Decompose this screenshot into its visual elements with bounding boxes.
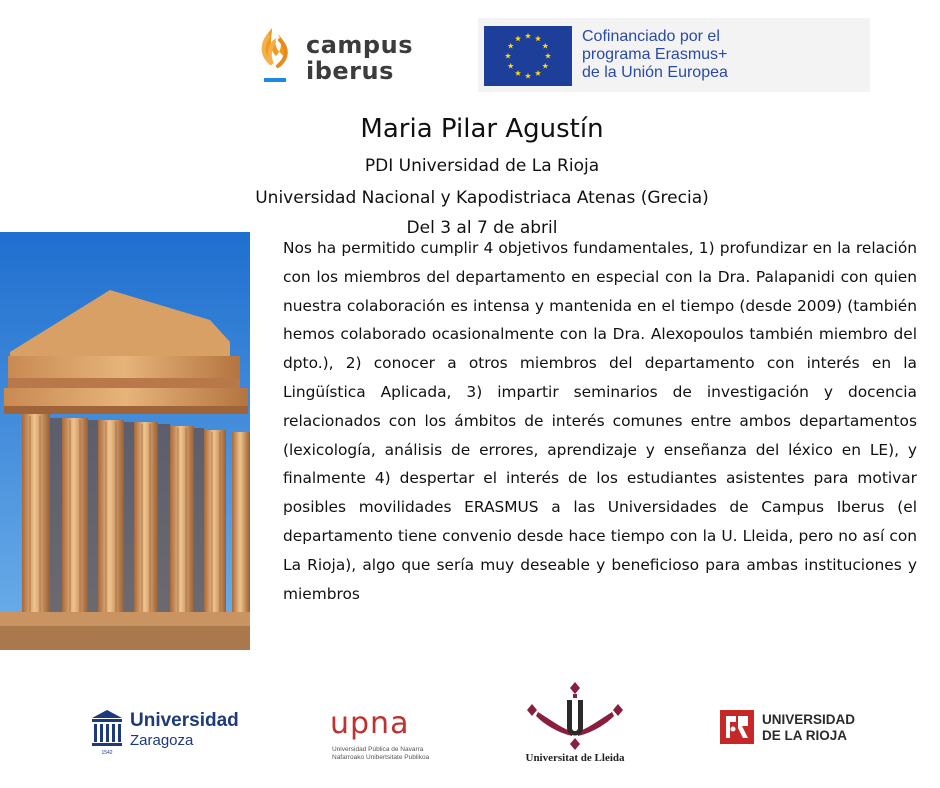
erasmus-cofunding-banner — [478, 18, 870, 92]
upna-wordmark: upna — [330, 706, 410, 741]
campus-iberus-line1: campus — [306, 31, 413, 59]
campus-iberus-flame-icon — [258, 26, 294, 86]
parthenon-photo — [0, 232, 250, 650]
universitat-lleida-logo — [520, 682, 630, 768]
host-university: Universidad Nacional y Kapodistriaca Atenas (Grecia) — [255, 188, 709, 208]
campus-iberus-wordmark — [306, 32, 413, 84]
upna-logo — [330, 706, 450, 766]
universidad-zaragoza-logo — [90, 710, 250, 756]
stay-dates: Del 3 al 7 de abril — [406, 218, 558, 238]
rioja-line1: UNIVERSIDAD — [762, 712, 856, 727]
person-role: PDI Universidad de La Rioja — [364, 156, 600, 176]
upna-line1: Universidad Pública de Navarra — [332, 746, 424, 753]
campus-iberus-logo — [258, 26, 428, 88]
erasmus-text — [582, 28, 728, 82]
testimonial-paragraph: Nos ha permitido cumplir 4 objetivos fundamentales, 1) profundizar en la relación con los miembros del departamento en especial con la Dra. Palapanidi con quien nuestra colaboración es intensa y mantenida en el tiempo (desde 2009) (también hemos colaborado ocasionalmente con la Dra. Alexopoulos también miembro del dpto.), 2) conocer a otros miembros del departamento con interés en la Lingüística Aplicada, 3) impartir seminarios de investigación y docencia relacionados con los ámbitos de interés comunes entre ambos departamentos (lexicología, análisis de errores, aprendizaje y enseñanza del léxico en LE), y finalmente 4) despertar el interés de los estudiantes asistentes para motivar posibles movilidades ERASMUS a las Universidades de Campus Iberus (el departamento tiene convenio desde hace tiempo con la U. Lleida, pero no así con La Rioja), algo que sería muy deseable y beneficioso para ambas instituciones y miembros — [283, 239, 917, 603]
campus-iberus-line2: iberus — [306, 57, 394, 85]
zaragoza-line2: Zaragoza — [130, 732, 194, 749]
erasmus-line3: de la Unión Europea — [582, 64, 728, 81]
zaragoza-building-icon — [90, 710, 124, 756]
zaragoza-year: 1542 — [101, 750, 113, 756]
lleida-emblem-icon — [520, 682, 630, 750]
universidad-rioja-logo — [720, 710, 880, 746]
lleida-caption: Universitat de Lleida — [525, 752, 625, 764]
eu-flag-icon — [484, 26, 572, 86]
rioja-text — [762, 712, 855, 744]
upna-line2: Nafarroako Unibertsitate Publikoa — [332, 754, 430, 761]
rioja-line2: DE LA RIOJA — [762, 728, 848, 743]
erasmus-line2: programa Erasmus+ — [582, 46, 728, 63]
zaragoza-line1: Universidad — [130, 710, 239, 731]
parthenon-illustration — [0, 232, 250, 650]
erasmus-line1: Cofinanciado por el — [582, 28, 720, 45]
person-name: Maria Pilar Agustín — [360, 114, 604, 144]
rioja-emblem-icon — [720, 710, 754, 744]
